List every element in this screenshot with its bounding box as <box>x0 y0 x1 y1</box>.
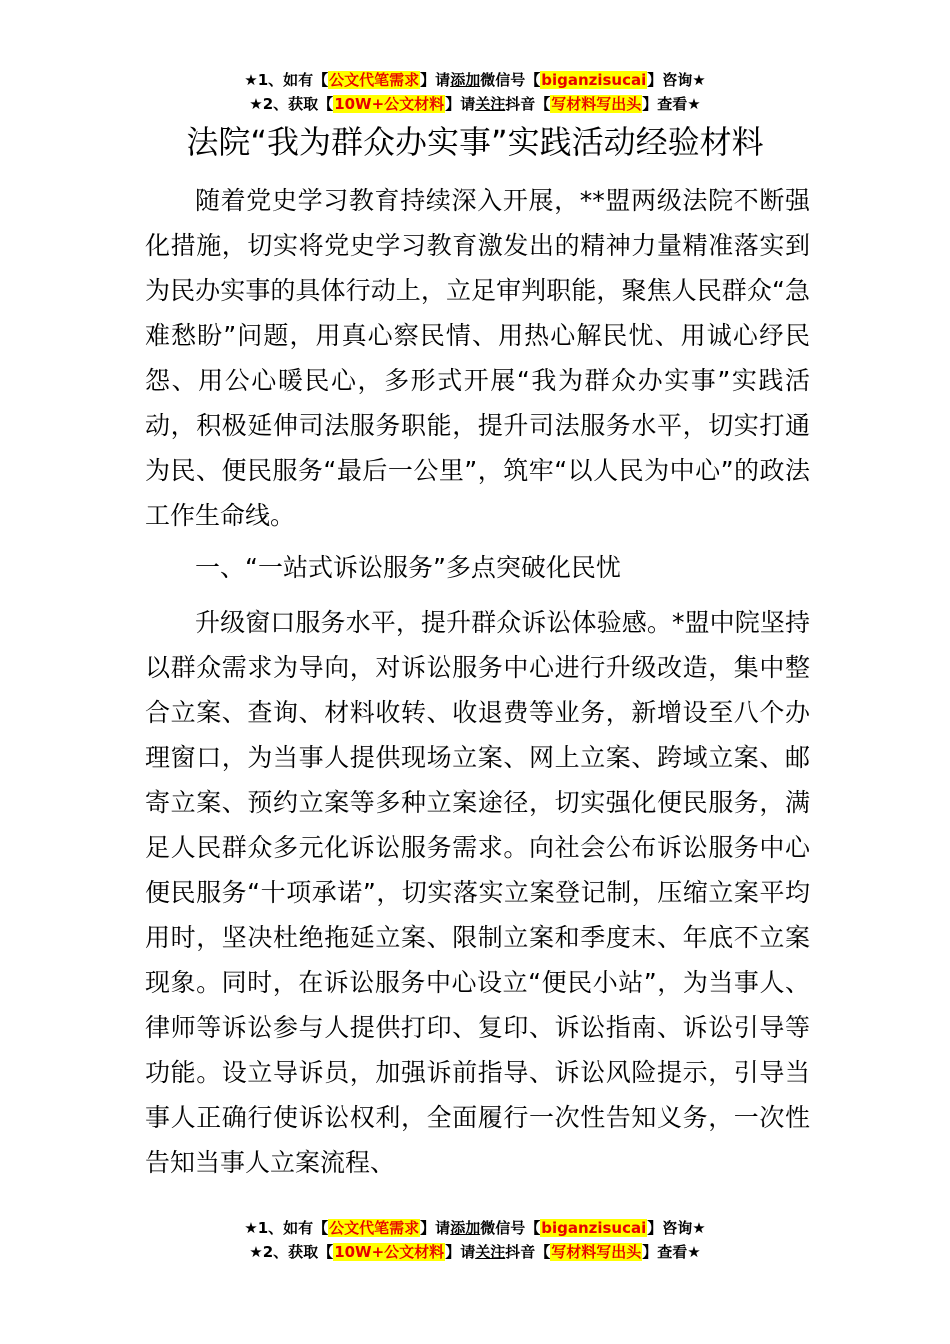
paragraph-text: 随着党史学习教育持续深入开展，**盟两级法院不断强化措施，切实将党史学习教育激发出的精神力量精准落实到为民办实事的具体行动上，立足审判职能，聚焦人民群众“急难愁盼”问题，用真心察民情、用热心解民忧、用诚心纾民怨、用公心暖民心，多形式开展“我为群众办实事”实践活动，积极延伸司法服务职能，提升司法服务水平，切实打通为民、便民服务“最后一公里”，筑牢“以人民为中心”的政法工作生命线。 <box>145 186 810 530</box>
banner-text: 】请 <box>420 71 451 89</box>
banner-text: 】查看★ <box>642 95 701 113</box>
banner-highlight: 写材料写出头 <box>551 1243 642 1261</box>
document-title: 法院“我为群众办实事”实践活动经验材料 <box>186 123 764 161</box>
banner-text: 】查看★ <box>642 1243 701 1261</box>
banner-line-1 <box>0 68 950 92</box>
header-banner <box>0 68 950 116</box>
intro-paragraph <box>145 178 810 538</box>
footer-banner <box>0 1216 950 1264</box>
banner-text: 】咨询★ <box>647 71 706 89</box>
banner-highlight: 10W+公文材料 <box>334 95 445 113</box>
banner-underlined: 关注 <box>475 95 506 113</box>
banner-text: 微信号【 <box>480 1219 541 1237</box>
banner-highlight: 10W+公文材料 <box>334 1243 445 1261</box>
banner-highlight: biganzisucai <box>541 1219 647 1237</box>
banner-highlight: 公文代笔需求 <box>329 1219 420 1237</box>
banner-line-2 <box>0 92 950 116</box>
banner-line-1 <box>0 1216 950 1240</box>
banner-highlight: biganzisucai <box>541 71 647 89</box>
banner-text: ★2、获取【 <box>249 95 334 113</box>
paragraph-text: 升级窗口服务水平，提升群众诉讼体验感。*盟中院坚持以群众需求为导向，对诉讼服务中心进行升级改造，集中整合立案、查询、材料收转、收退费等业务，新增设至八个办理窗口，为当事人提供现场立案、网上立案、跨域立案、邮寄立案、预约立案等多种立案途径，切实强化便民服务，满足人民群众多元化诉讼服务需求。向社会公布诉讼服务中心便民服务“十项承诺”，切实落实立案登记制，压缩立案平均用时，坚决杜绝拖延立案、限制立案和季度末、年底不立案现象。同时，在诉讼服务中心设立“便民小站”，为当事人、律师等诉讼参与人提供打印、复印、诉讼指南、诉讼引导等功能。设立导诉员，加强诉前指导、诉讼风险提示，引导当事人正确行使诉讼权利，全面履行一次性告知义务，一次性告知当事人立案流程、 <box>145 608 810 1177</box>
banner-text: 】请 <box>420 1219 451 1237</box>
banner-highlight: 公文代笔需求 <box>329 71 420 89</box>
banner-text: 抖音【 <box>505 95 551 113</box>
banner-text: 抖音【 <box>505 1243 551 1261</box>
banner-underlined: 关注 <box>475 1243 506 1261</box>
body-paragraph <box>145 600 810 1185</box>
heading-text: 一、“一站式诉讼服务”多点突破化民忧 <box>195 553 621 582</box>
banner-text: 微信号【 <box>480 71 541 89</box>
banner-underlined: 添加 <box>450 71 481 89</box>
banner-highlight: 写材料写出头 <box>551 95 642 113</box>
banner-text: ★1、如有【 <box>244 71 329 89</box>
banner-underlined: 添加 <box>450 1219 481 1237</box>
banner-line-2 <box>0 1240 950 1264</box>
banner-text: 】请 <box>445 1243 476 1261</box>
banner-text: ★1、如有【 <box>244 1219 329 1237</box>
banner-text: 】咨询★ <box>647 1219 706 1237</box>
section-heading <box>145 545 810 590</box>
banner-text: ★2、获取【 <box>249 1243 334 1261</box>
banner-text: 】请 <box>445 95 476 113</box>
